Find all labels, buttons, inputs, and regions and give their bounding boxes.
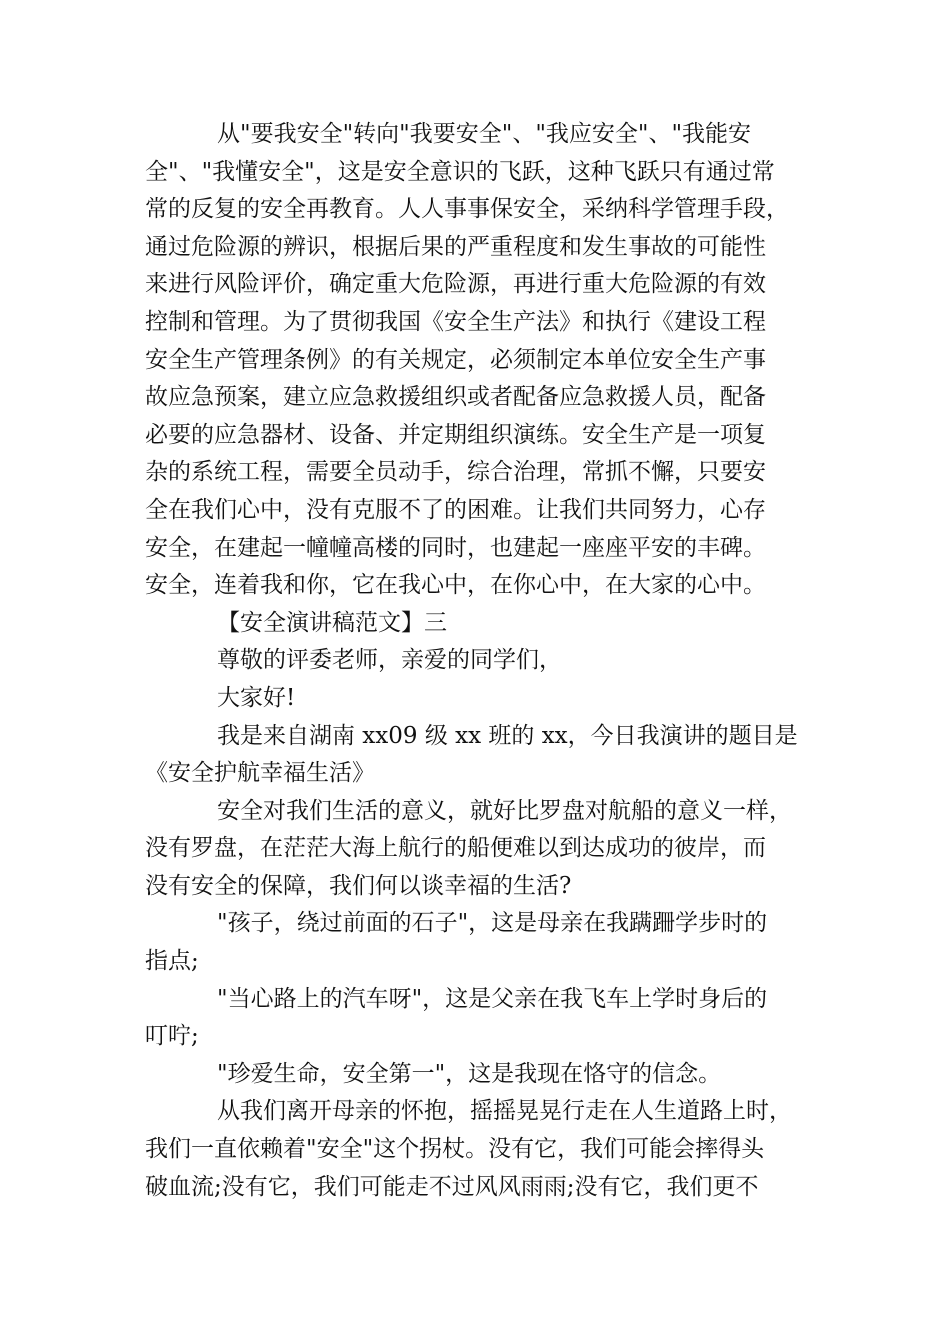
paragraph-father-quote: "当心路上的汽车呀"，这是父亲在我飞车上学时身后的 叮咛; [145, 985, 768, 1050]
paragraph-mother-quote: "孩子，绕过前面的石子"，这是母亲在我蹒跚学步时的 指点; [145, 910, 768, 975]
paragraph-safety-awareness: 从"要我安全"转向"我要安全"、"我应安全"、"我能安 全"、"我懂安全"，这是安全意识的飞跃，这种飞跃只有通过常 常的反复的安全再教育。人人事事保安全，采纳科学管理手段， 通过危险源的辨识，根据后果的严重程度和发生事故的可能性 来进行风险评价，确定重大危险源，再进行重大危险源的有效 控制和管理。为了贯彻我国《安全生产法》和执行《建设工程 安全生产管理条例》的有关规定，必须制定本单位安全生产事 故应急预案，建立应急救援组织或者配备应急救援人员，配备 必要的应急器材、设备、并定期组织演练。安全生产是一项复 杂的系统工程，需要全员动手，综合治理，常抓不懈，只要安 全在我们心中，没有克服不了的困难。让我们共同努力，心存 安全，在建起一幢幢高楼的同时，也建起一座座平安的丰碑。 安全，连着我和你，它在我心中，在你心中，在大家的心中。 [145, 121, 789, 599]
greeting-all: 大家好! [217, 684, 296, 711]
paragraph-compass-analogy: 安全对我们生活的意义，就好比罗盘对航船的意义一样， 没有罗盘，在茫茫大海上航行的船便难以到达成功的彼岸，而 没有安全的保障，我们何以谈幸福的生活? [145, 797, 792, 899]
section-heading: 【安全演讲稿范文】三 [217, 609, 447, 636]
greeting-judges: 尊敬的评委老师，亲爱的同学们， [217, 647, 562, 674]
paragraph-motto: "珍爱生命，安全第一"，这是我现在恪守的信念。 [217, 1060, 722, 1087]
speaker-introduction: 我是来自湖南 xx09 级 xx 班的 xx，今日我演讲的题目是 《安全护航幸福生活》 [145, 722, 798, 787]
document-body [145, 116, 805, 1206]
paragraph-safety-crutch: 从我们离开母亲的怀抱，摇摇晃晃行走在人生道路上时， 我们一直依赖着"安全"这个拐杖。没有它，我们可能会摔得头 破血流;没有它，我们可能走不过风风雨雨;没有它，我们更不 [145, 1098, 792, 1200]
